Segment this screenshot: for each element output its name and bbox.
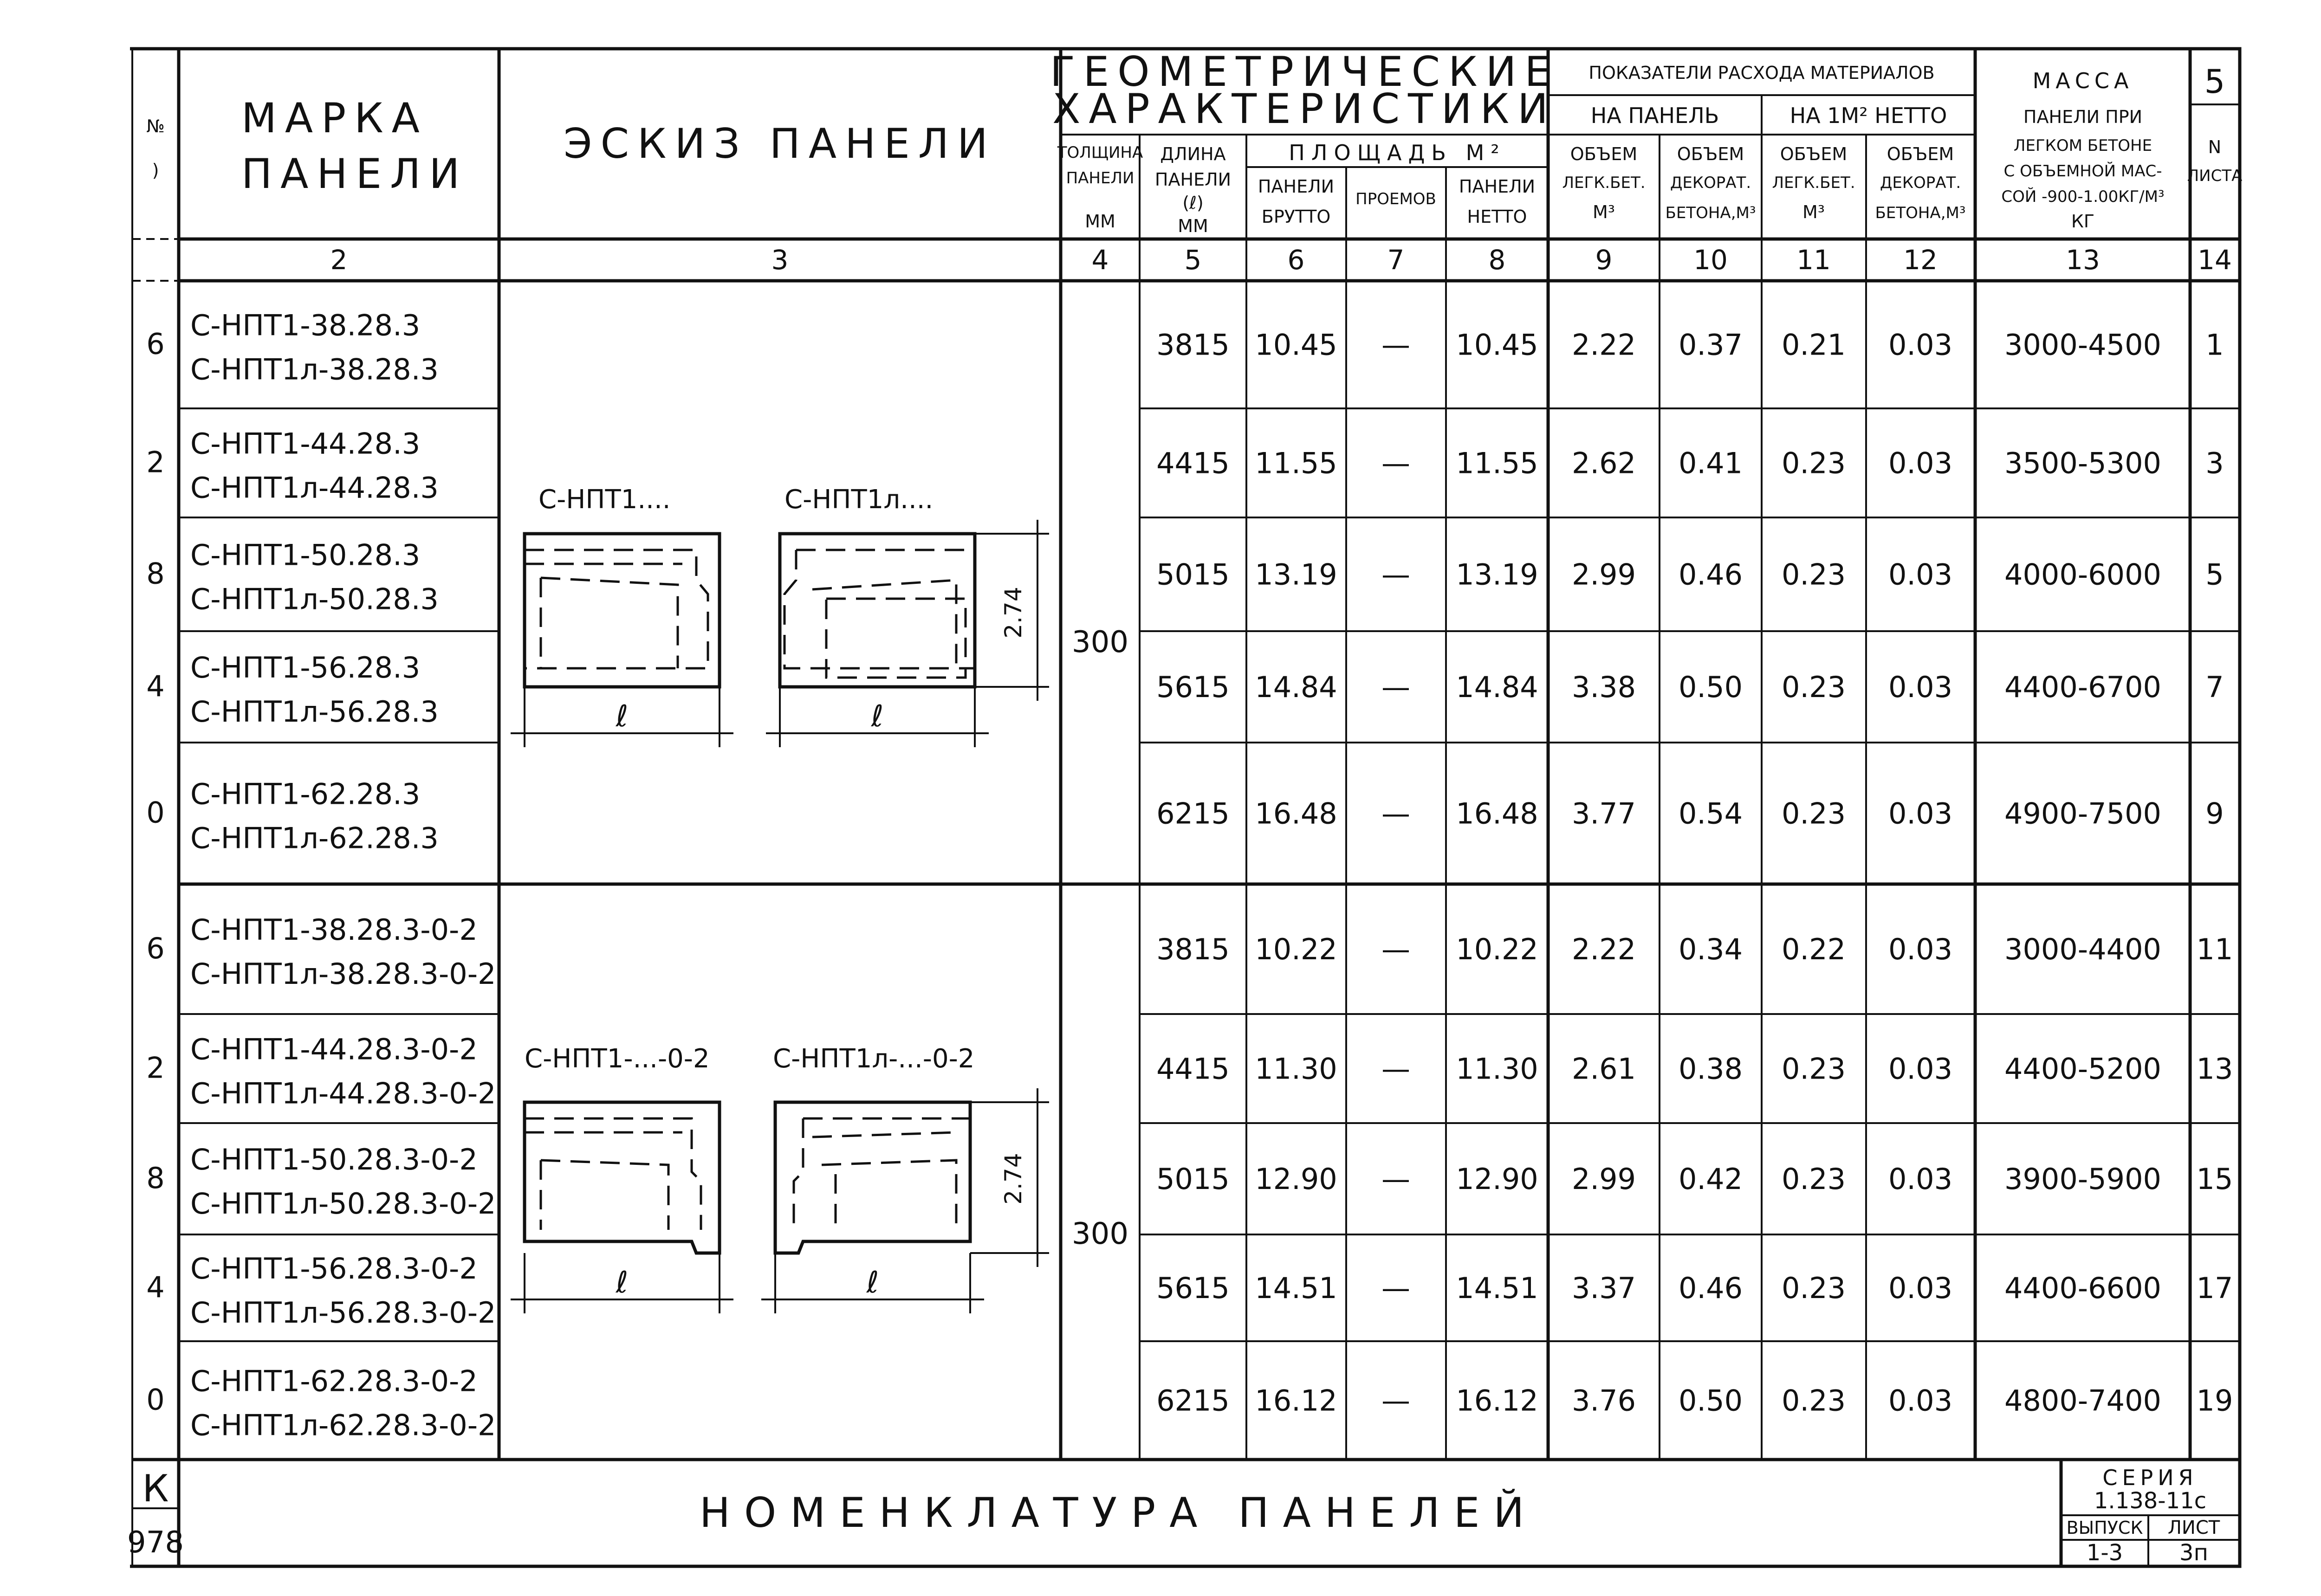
series-value: 1.138-11с — [2094, 1488, 2207, 1514]
mass-cell: 4400-5200 — [2004, 1052, 2161, 1086]
area-netto-cell: 14.51 — [1456, 1271, 1538, 1305]
sheet-number-cell: 9 — [2205, 796, 2224, 831]
marka-header-line1: МАРКА — [241, 94, 428, 142]
per-m2-decor-cell: 0.03 — [1888, 1052, 1953, 1086]
per-m2-light-cell: 0.23 — [1781, 557, 1846, 592]
per-m2-light-cell: 0.21 — [1781, 328, 1846, 362]
area-brutto-line1: ПАНЕЛИ — [1258, 176, 1335, 197]
table-row — [190, 651, 2224, 729]
length-cell: 6215 — [1156, 1383, 1230, 1418]
vol-light-header-line1: ОБЪЕМ — [1570, 144, 1638, 164]
per-m2-light-cell: 0.23 — [1781, 670, 1846, 704]
sketch-label-b-2: С-НПТ1л-...-0-2 — [773, 1044, 975, 1074]
table-row — [190, 1252, 2233, 1330]
per-m2-light-cell: 0.23 — [1781, 796, 1846, 831]
left-header-fragment-1: № — [146, 116, 165, 136]
table-row — [190, 913, 2233, 991]
vol-decor-header-line3: БЕТОНА,М³ — [1665, 204, 1756, 222]
dimension-lines-2 — [511, 1088, 1049, 1313]
per-m2-light-cell: 0.23 — [1781, 1052, 1846, 1086]
area-brutto-line2: БРУТТО — [1261, 207, 1331, 227]
per-m2-light-cell: 0.23 — [1781, 1383, 1846, 1418]
area-netto-cell: 16.12 — [1456, 1383, 1538, 1418]
volume-decor-cell: 0.34 — [1678, 932, 1743, 966]
table-body — [190, 309, 2233, 1442]
area-openings-cell: — — [1381, 1271, 1410, 1305]
left-bottom-fragment-2: 978 — [127, 1525, 184, 1560]
sheet-number-cell: 13 — [2196, 1052, 2233, 1086]
column-number-11: 11 — [1796, 244, 1831, 276]
column-number-10: 10 — [1693, 244, 1728, 276]
column-number-2: 2 — [330, 244, 348, 276]
sheet-no-header-line2: ЛИСТА — [2187, 167, 2243, 185]
sheet-number-cell: 5 — [2205, 557, 2224, 592]
sheet-label: ЛИСТ — [2167, 1517, 2220, 1538]
area-netto-cell: 10.45 — [1456, 328, 1538, 362]
per-panel-header: НА ПАНЕЛЬ — [1590, 103, 1719, 128]
volume-decor-cell: 0.50 — [1678, 670, 1743, 704]
table-row — [190, 1143, 2233, 1221]
panel-sketch-npt1l — [780, 534, 975, 687]
column-number-7: 7 — [1387, 244, 1405, 276]
panel-mark-cell: С-НПТ1-56.28.3-0-2 — [190, 1252, 478, 1286]
volume-light-cell: 3.77 — [1571, 796, 1636, 831]
area-netto-cell: 11.55 — [1456, 446, 1538, 480]
mass-header-line4: С ОБЪЕМНОЙ МАС- — [2003, 162, 2162, 181]
table-row — [190, 309, 2224, 387]
area-openings-cell: — — [1381, 446, 1410, 480]
thickness-group-2: 300 — [1071, 1217, 1129, 1251]
per-m2-light-cell: 0.23 — [1781, 1162, 1846, 1196]
panel-sketch-npt1 — [525, 534, 720, 687]
column-number-9: 9 — [1595, 244, 1613, 276]
column-number-12: 12 — [1903, 244, 1938, 276]
panel-mark-cell: С-НПТ1-44.28.3 — [190, 426, 421, 461]
panel-mark-cell: С-НПТ1л-50.28.3 — [190, 582, 439, 616]
panel-mark-cell: С-НПТ1л-56.28.3-0-2 — [190, 1296, 496, 1330]
area-openings-cell: — — [1381, 796, 1410, 831]
panel-mark-cell: С-НПТ1-56.28.3 — [190, 651, 421, 685]
panel-mark-cell: С-НПТ1л-62.28.3 — [190, 821, 439, 855]
mass-unit: КГ — [2071, 211, 2095, 232]
sheet-number-cell: 15 — [2196, 1162, 2233, 1196]
volume-light-cell: 2.61 — [1571, 1052, 1636, 1086]
column-number-row — [331, 244, 2232, 276]
area-brutto-cell: 10.22 — [1255, 932, 1337, 966]
volume-decor-cell: 0.46 — [1678, 1271, 1743, 1305]
left-edge-fragments — [127, 116, 184, 1560]
panel-mark-cell: С-НПТ1л-56.28.3 — [190, 695, 439, 729]
issue-value: 1-3 — [2086, 1540, 2123, 1566]
materials-header: ПОКАЗАТЕЛИ РАСХОДА МАТЕРИАЛОВ — [1588, 63, 1935, 83]
volume-light-cell: 2.99 — [1571, 557, 1636, 592]
thickness-group-1: 300 — [1071, 625, 1129, 659]
column-number-8: 8 — [1488, 244, 1506, 276]
panel-mark-cell: С-НПТ1-50.28.3 — [190, 538, 421, 572]
drawing-title: НОМЕНКЛАТУРА ПАНЕЛЕЙ — [699, 1489, 1538, 1537]
per-m2-light-cell: 0.22 — [1781, 932, 1846, 966]
geom-header-line2: ХАРАКТЕРИСТИКИ — [1052, 85, 1556, 133]
sketch-label-a-2: С-НПТ1-...-0-2 — [525, 1044, 710, 1074]
left-row-digit: 6 — [146, 931, 165, 965]
per-m2-decor-cell: 0.03 — [1888, 670, 1953, 704]
area-openings-cell: — — [1381, 1383, 1410, 1418]
mass-cell: 3000-4500 — [2004, 328, 2161, 362]
length-header-line1: ДЛИНА — [1160, 144, 1226, 164]
left-row-digit: 0 — [146, 1383, 165, 1417]
length-cell: 3815 — [1156, 328, 1230, 362]
column-number-3: 3 — [771, 244, 789, 276]
dim-height-2: 2.74 — [1000, 1153, 1027, 1205]
left-bottom-fragment-1: К — [142, 1467, 169, 1510]
mass-cell: 3900-5900 — [2004, 1162, 2161, 1196]
panel-sketch-npt1-02 — [525, 1102, 720, 1253]
table-row — [190, 777, 2224, 855]
mass-cell: 4000-6000 — [2004, 557, 2161, 592]
panel-mark-cell: С-НПТ1л-50.28.3-0-2 — [190, 1187, 496, 1221]
area-netto-cell: 11.30 — [1456, 1052, 1538, 1086]
per-m2-decor-cell: 0.03 — [1888, 1383, 1953, 1418]
panel-mark-cell: С-НПТ1л-38.28.3-0-2 — [190, 957, 496, 991]
length-cell: 5615 — [1156, 670, 1230, 704]
panel-mark-cell: С-НПТ1-50.28.3-0-2 — [190, 1143, 478, 1176]
area-brutto-cell: 14.51 — [1255, 1271, 1337, 1305]
table-header — [241, 48, 2242, 236]
mass-cell: 4900-7500 — [2004, 796, 2161, 831]
area-openings-cell: — — [1381, 328, 1410, 362]
area-openings-cell: — — [1381, 1162, 1410, 1196]
volume-decor-cell: 0.38 — [1678, 1052, 1743, 1086]
mass-cell: 4800-7400 — [2004, 1383, 2161, 1418]
left-row-digit: 0 — [146, 795, 165, 830]
area-netto-line1: ПАНЕЛИ — [1459, 176, 1536, 197]
column-number-5: 5 — [1184, 244, 1202, 276]
area-netto-cell: 14.84 — [1456, 670, 1538, 704]
mass-header-line1: МАССА — [2032, 68, 2133, 93]
panel-mark-cell: С-НПТ1л-38.28.3 — [190, 352, 439, 387]
table-row — [190, 1033, 2233, 1111]
panel-mark-cell: С-НПТ1л-44.28.3-0-2 — [190, 1076, 496, 1111]
sketch-header: ЭСКИЗ ПАНЕЛИ — [564, 120, 996, 168]
dim-height-1: 2.74 — [1000, 587, 1027, 639]
dim-length-1a: ℓ — [616, 699, 629, 734]
length-cell: 5015 — [1156, 557, 1230, 592]
panel-mark-cell: С-НПТ1л-44.28.3 — [190, 471, 439, 505]
vol-decor-header-line2: ДЕКОРАТ. — [1670, 174, 1751, 192]
per-m2-decor-cell: 0.03 — [1888, 932, 1953, 966]
length-cell: 4415 — [1156, 446, 1230, 480]
panel-mark-cell: С-НПТ1-38.28.3 — [190, 308, 421, 342]
area-openings: ПРОЕМОВ — [1355, 190, 1436, 208]
series-label: СЕРИЯ — [2102, 1465, 2198, 1490]
area-brutto-cell: 11.30 — [1255, 1052, 1337, 1086]
volume-decor-cell: 0.46 — [1678, 557, 1743, 592]
length-cell: 6215 — [1156, 796, 1230, 831]
area-openings-cell: — — [1381, 932, 1410, 966]
volume-light-cell: 2.99 — [1571, 1162, 1636, 1196]
vol-light-header-line2: ЛЕГК.БЕТ. — [1562, 174, 1646, 192]
length-cell: 3815 — [1156, 932, 1230, 966]
sketch-label-a-1: С-НПТ1.... — [538, 485, 671, 515]
volume-decor-cell: 0.41 — [1678, 446, 1743, 480]
area-brutto-cell: 16.12 — [1255, 1383, 1337, 1418]
m2-decor-header-line3: БЕТОНА,М³ — [1875, 204, 1966, 222]
panel-mark-cell: С-НПТ1-38.28.3-0-2 — [190, 913, 478, 947]
mass-cell: 3500-5300 — [2004, 446, 2161, 480]
sheet-no-header-line1: N — [2208, 137, 2222, 157]
area-netto-cell: 16.48 — [1456, 796, 1538, 831]
area-openings-cell: — — [1381, 670, 1410, 704]
per-m2-decor-cell: 0.03 — [1888, 557, 1953, 592]
thickness-header-line1: ТОЛЩИНА — [1057, 143, 1143, 162]
area-netto-cell: 12.90 — [1456, 1162, 1538, 1196]
volume-light-cell: 2.62 — [1571, 446, 1636, 480]
mass-cell: 3000-4400 — [2004, 932, 2161, 966]
sketch-label-b-1: С-НПТ1л.... — [784, 485, 934, 515]
area-brutto-cell: 13.19 — [1255, 557, 1337, 592]
left-row-digit: 8 — [146, 556, 165, 591]
area-netto-cell: 13.19 — [1456, 557, 1538, 592]
per-m2-decor-cell: 0.03 — [1888, 1162, 1953, 1196]
table-row — [190, 538, 2224, 616]
issue-label: ВЫПУСК — [2066, 1518, 2143, 1538]
mass-cell: 4400-6600 — [2004, 1271, 2161, 1305]
volume-light-cell: 2.22 — [1571, 328, 1636, 362]
volume-decor-cell: 0.42 — [1678, 1162, 1743, 1196]
per-m2-decor-cell: 0.03 — [1888, 328, 1953, 362]
m2-light-unit: М³ — [1802, 202, 1825, 222]
title-block — [700, 1465, 2220, 1566]
volume-decor-cell: 0.37 — [1678, 328, 1743, 362]
area-brutto-cell: 10.45 — [1255, 328, 1337, 362]
area-openings-cell: — — [1381, 557, 1410, 592]
left-header-fragment-2: ) — [152, 160, 159, 181]
per-m2-header: НА 1М² НЕТТО — [1789, 103, 1947, 128]
vol-light-unit: М³ — [1592, 202, 1615, 222]
left-row-digit: 2 — [146, 445, 165, 479]
left-row-digit: 2 — [146, 1051, 165, 1085]
panel-mark-cell: С-НПТ1-62.28.3-0-2 — [190, 1364, 478, 1398]
per-m2-decor-cell: 0.03 — [1888, 446, 1953, 480]
mass-cell: 4400-6700 — [2004, 670, 2161, 704]
area-header: ПЛОЩАДЬ М² — [1289, 140, 1506, 165]
m2-light-header-line1: ОБЪЕМ — [1780, 144, 1848, 164]
dim-length-2b: ℓ — [866, 1266, 879, 1300]
sheet-number-cell: 19 — [2196, 1383, 2233, 1418]
area-brutto-cell: 16.48 — [1255, 796, 1337, 831]
sketch-group-1 — [511, 485, 1049, 747]
area-brutto-cell: 12.90 — [1255, 1162, 1337, 1196]
left-row-digit: 6 — [146, 327, 165, 361]
area-netto-line2: НЕТТО — [1467, 207, 1527, 227]
sheet-number-cell: 17 — [2196, 1271, 2233, 1305]
dim-length-1b: ℓ — [871, 699, 884, 734]
length-header-line2: ПАНЕЛИ — [1154, 169, 1232, 190]
mass-header-line3: ЛЕГКОМ БЕТОНЕ — [2013, 136, 2152, 155]
sheet-number-cell: 11 — [2196, 932, 2233, 966]
panel-mark-cell: С-НПТ1-44.28.3-0-2 — [190, 1032, 478, 1066]
panel-mark-cell: С-НПТ1-62.28.3 — [190, 777, 421, 811]
column-number-14: 14 — [2198, 244, 2232, 276]
table-row — [190, 427, 2224, 505]
sheet-value: 3п — [2179, 1540, 2208, 1566]
volume-light-cell: 2.22 — [1571, 932, 1636, 966]
marka-header-line2: ПАНЕЛИ — [241, 150, 468, 198]
length-symbol: (ℓ) — [1182, 193, 1204, 213]
left-row-digit: 4 — [146, 1270, 165, 1304]
corner-number: 5 — [2204, 63, 2225, 101]
thickness-header-line2: ПАНЕЛИ — [1066, 169, 1135, 187]
geom-header-line1: ГЕОМЕТРИЧЕСКИЕ — [1050, 48, 1559, 96]
m2-decor-header-line1: ОБЪЕМ — [1887, 144, 1954, 164]
area-brutto-cell: 14.84 — [1255, 670, 1337, 704]
mass-header-line5: СОЙ -900-1.00КГ/М³ — [2001, 187, 2165, 206]
vol-decor-header-line1: ОБЪЕМ — [1677, 144, 1744, 164]
column-number-4: 4 — [1091, 244, 1109, 276]
per-m2-decor-cell: 0.03 — [1888, 796, 1953, 831]
volume-light-cell: 3.38 — [1571, 670, 1636, 704]
sheet-number-cell: 7 — [2205, 670, 2224, 704]
per-m2-decor-cell: 0.03 — [1888, 1271, 1953, 1305]
volume-light-cell: 3.76 — [1571, 1383, 1636, 1418]
length-cell: 5615 — [1156, 1271, 1230, 1305]
area-brutto-cell: 11.55 — [1255, 446, 1337, 480]
volume-decor-cell: 0.54 — [1678, 796, 1743, 831]
area-netto-cell: 10.22 — [1456, 932, 1538, 966]
mass-header-line2: ПАНЕЛИ ПРИ — [2023, 107, 2143, 127]
panel-mark-cell: С-НПТ1л-62.28.3-0-2 — [190, 1408, 496, 1442]
sheet-number-cell: 3 — [2205, 446, 2224, 480]
m2-decor-header-line2: ДЕКОРАТ. — [1880, 174, 1961, 192]
area-openings-cell: — — [1381, 1052, 1410, 1086]
per-m2-light-cell: 0.23 — [1781, 1271, 1846, 1305]
volume-light-cell: 3.37 — [1571, 1271, 1636, 1305]
length-cell: 5015 — [1156, 1162, 1230, 1196]
left-row-digit: 8 — [146, 1161, 165, 1195]
per-m2-light-cell: 0.23 — [1781, 446, 1846, 480]
sketch-group-2 — [511, 1044, 1049, 1313]
thickness-unit: ММ — [1085, 211, 1115, 232]
sheet-number-cell: 1 — [2205, 328, 2224, 362]
table-row — [190, 1364, 2233, 1442]
dim-length-2a: ℓ — [616, 1266, 629, 1300]
length-cell: 4415 — [1156, 1052, 1230, 1086]
left-row-digit: 4 — [146, 669, 165, 703]
panel-sketch-npt1l-02 — [775, 1102, 970, 1253]
length-unit: ММ — [1178, 216, 1208, 236]
column-number-13: 13 — [2066, 244, 2100, 276]
column-number-6: 6 — [1287, 244, 1305, 276]
volume-decor-cell: 0.50 — [1678, 1383, 1743, 1418]
m2-light-header-line2: ЛЕГК.БЕТ. — [1772, 174, 1855, 192]
